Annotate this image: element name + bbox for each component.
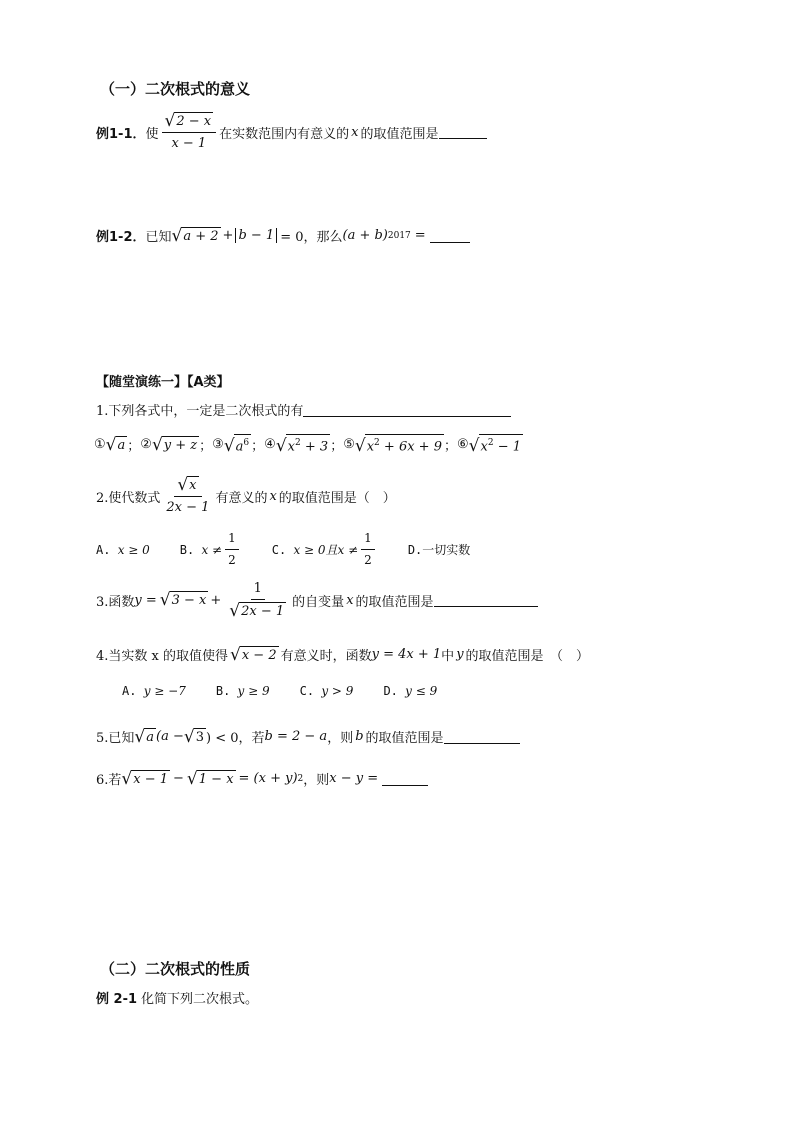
section-title-2: （二）二次根式的性质 — [100, 960, 251, 978]
question-2-options — [96, 530, 500, 569]
absolute-value: b − 1 — [235, 228, 277, 243]
option-a[interactable]: A. y ≥ −7 — [122, 684, 186, 698]
option-c[interactable]: C. x ≥ 0且x ≠ $\frac{1}{2}$ — [272, 530, 378, 569]
option-b[interactable]: B. x ≠ $\frac{1}{2}$ — [180, 530, 242, 569]
answer-blank[interactable] — [303, 403, 511, 417]
text: 使 — [145, 126, 159, 142]
answer-blank[interactable] — [444, 730, 520, 744]
option-c[interactable]: C. y > 9 — [299, 684, 354, 698]
question-6: 6.若 √ x − 1 − √ 1 − x = (x + y) 2 ，则 x − y = — [96, 769, 428, 788]
question-3: 3.函数 y = √ 3 − x + 1 √ 2x − 1 的自变量 x 的取值范围是 — [96, 580, 538, 620]
question-5: 5.已知 √ a (a − √ 3 ) < 0，若 b = 2 − a ，则 b 的取值范围是 — [96, 727, 520, 746]
question-1-items: ① √ a ； ② √ y + z ； ③ √ $a^6$ ； ④ √ $x^2 + 3$ ； ⑤ √ $x^2 + 6x + 9$ ； ⑥ √ $x^2 - 1$ — [94, 434, 522, 457]
option-b[interactable]: B. y ≥ 9 — [215, 684, 270, 698]
question-4: 4.当实数 x 的取值使得 √ x − 2 有意义时，函数 y = 4x + 1 中 y 的取值范围是 （ ） — [96, 644, 590, 665]
question-1: 1.下列各式中，一定是二次根式的有 — [96, 400, 511, 419]
example-label: 例1-1． — [96, 126, 146, 142]
example-1-2: 例1-2． 已知 √ a + 2 + b − 1 = 0，那么 (a + b) 2017 = — [96, 226, 470, 245]
example-1-1: 例1-1． 使 √ 2 − x x − 1 在实数范围内有意义的 x 的取值范围是 — [96, 112, 487, 152]
fraction: √ 2 − x x − 1 — [162, 112, 217, 152]
fraction: 1 √ 2x − 1 — [229, 581, 285, 621]
answer-blank[interactable] — [430, 229, 470, 243]
sqrt: √ 2 − x — [164, 111, 212, 131]
example-2-1: 例 2-1 化简下列二次根式。 — [96, 992, 259, 1007]
option-d[interactable]: D.一切实数 — [407, 543, 471, 557]
section-title-1: （一）二次根式的意义 — [100, 80, 251, 98]
answer-blank[interactable] — [439, 125, 487, 139]
practice-title: 【随堂演练一】【A类】 — [96, 375, 230, 390]
answer-blank[interactable] — [434, 593, 538, 607]
fraction: √ x 2x − 1 — [166, 475, 210, 515]
sqrt: √ a + 2 — [171, 225, 219, 246]
option-d[interactable]: D. y ≤ 9 — [383, 684, 438, 698]
question-4-options — [122, 684, 467, 698]
option-a[interactable]: A. x ≥ 0 — [96, 542, 150, 557]
answer-blank[interactable] — [382, 772, 428, 786]
example-label: 例1-2． — [96, 230, 146, 245]
question-2: 2.使代数式 √ x 2x − 1 有意义的 x 的取值范围是（ ） — [96, 475, 396, 515]
